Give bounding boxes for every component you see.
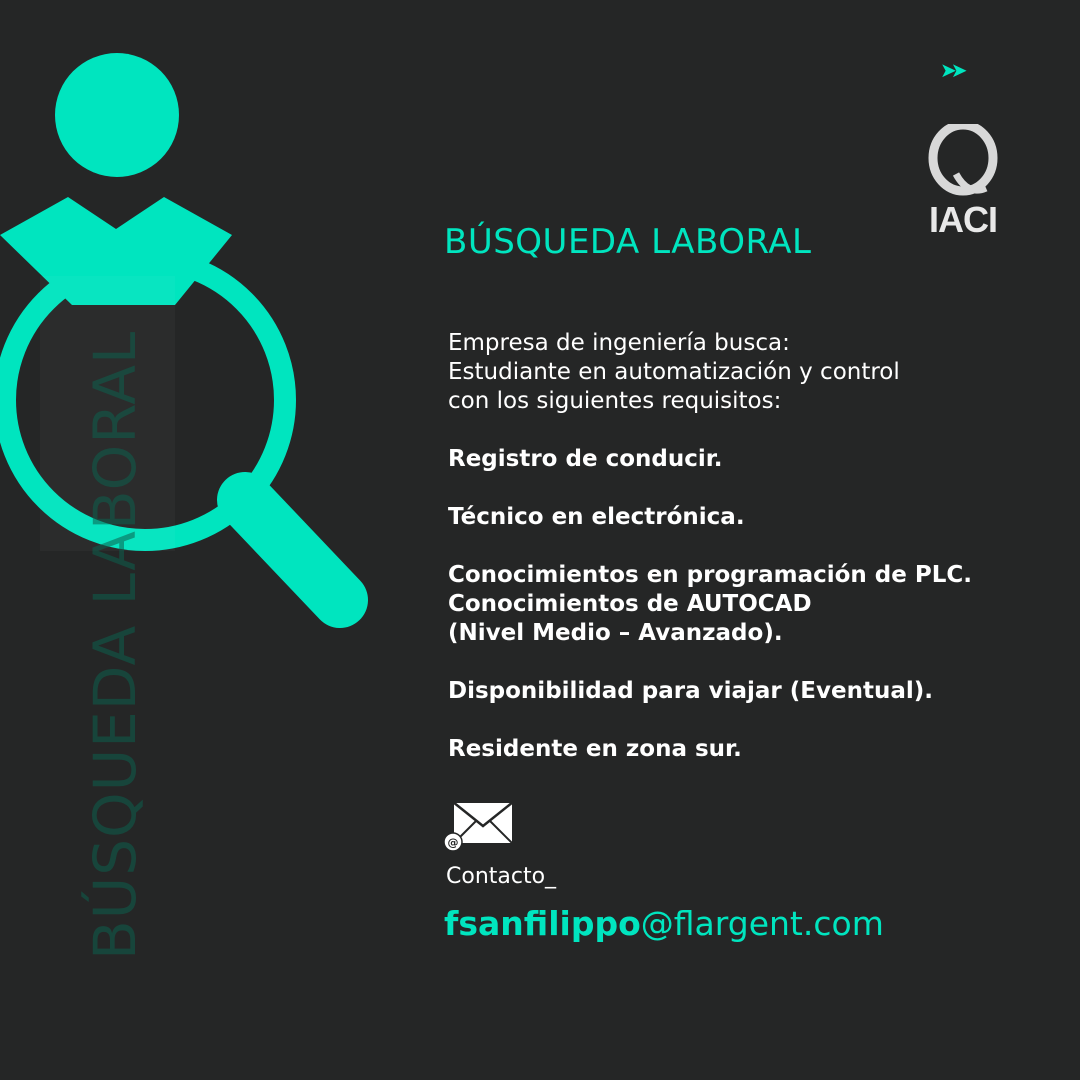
person-search-icon — [0, 0, 420, 700]
job-description — [448, 329, 1008, 764]
requirement-item: Técnico en electrónica. — [448, 504, 745, 530]
intro-line: Empresa de ingeniería busca: — [448, 330, 790, 356]
side-watermark-text: BÚSQUEDA LABORAL — [81, 330, 149, 960]
requirement-item: Conocimientos de AUTOCAD — [448, 591, 812, 617]
contact-email[interactable] — [444, 904, 884, 943]
svg-text:@: @ — [447, 836, 459, 849]
intro-line: con los siguientes requisitos: — [448, 388, 782, 414]
email-domain: @flargent.com — [640, 904, 884, 943]
email-user: fsanfilippo — [444, 904, 641, 943]
requirement-item: Disponibilidad para viajar (Eventual). — [448, 678, 933, 704]
iaci-logo — [926, 124, 1000, 198]
requirement-item: Conocimientos en programación de PLC. — [448, 562, 972, 588]
requirement-item: Residente en zona sur. — [448, 736, 742, 762]
mail-icon — [444, 800, 516, 854]
requirement-item: Registro de conducir. — [448, 446, 723, 472]
logo-text: IACI — [929, 199, 997, 240]
double-arrow-icon: ➤➤ — [940, 58, 962, 82]
contact-label: Contacto_ — [446, 864, 557, 889]
page-title: BÚSQUEDA LABORAL — [444, 222, 812, 262]
requirement-item: (Nivel Medio – Avanzado). — [448, 620, 783, 646]
intro-line: Estudiante en automatización y control — [448, 359, 900, 385]
